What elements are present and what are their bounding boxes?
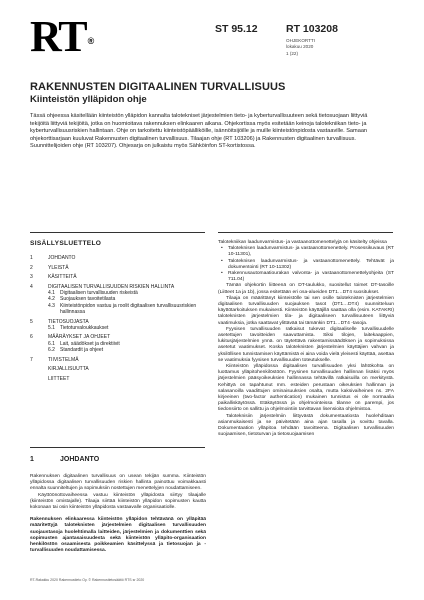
right-column — [218, 240, 394, 439]
card-date: lokakuu 2020 — [286, 44, 314, 50]
toc-item-number: 5.1 — [48, 324, 55, 331]
toc-subitem — [30, 347, 210, 353]
toc-item-number: 4.1 — [48, 290, 55, 297]
toc-item-label: Kiinteistönpidon vastuu ja roolit digitaalisen turvallisuusriskien hallinnassa — [60, 302, 197, 315]
body-paragraph: Tämän ohjekortin liitteenä on DT-taulukko, suositellut toimet DT-tasoille (Liitteet 1a ja 1b), jossa esitettään eri osa-alueiden DT1…DT4 suositukset. — [218, 283, 394, 295]
toc-item — [30, 376, 210, 382]
section-number: 1 — [30, 456, 34, 463]
toc-item-label: LIITTEET — [48, 375, 70, 382]
toc-item-number: 7 — [30, 356, 33, 363]
toc-subitem — [30, 303, 210, 316]
toc-item-label: Digitaalisen turvallisuuden riskeistä — [60, 290, 138, 297]
section-rule — [30, 447, 205, 448]
section-paragraph: Käyttöönottovaiheessa vastuu kiinteistön ylläpidosta siirtyy tilaajalle (kiinteistön omistajalle). Tilaaja siirtää kiinteistön ylläpidon sopimusten kautta kokonaan tai osin kiinteistön ylläpidosta vastaavalle organisaatiolle. — [30, 492, 206, 511]
toc-item-number: 4.3 — [48, 302, 55, 309]
section-highlight-paragraph: Rakennuksen elinkaaressa kiinteistön ylläpidon tehtävänä on ylläpitää määritettyjä taloteknisten järjestelmien digitaalisen turvallisuuden suojaustasoja huolehtimalla laitteiden, järjestelmien ja dokumenttien sekä sopimusten ajantasaisuudesta sekä kiinteistön ylläpito-organisaation henkilöstön osaamisesta poikkeamien käsittelyssä ja tietosuojan ja -turvallisuuden noudattamisessa. — [30, 517, 206, 554]
toc-item-number: 4.2 — [48, 296, 55, 303]
right-top-rule — [218, 232, 393, 233]
toc-item-number: 2 — [30, 264, 33, 271]
table-of-contents — [30, 255, 210, 382]
toc-item — [30, 265, 210, 271]
toc-item-label: TIETOSUOJASTA — [48, 318, 89, 325]
toc-item-number: 6.1 — [48, 340, 55, 347]
list-item: • Taloteknisen laadunvarmistus- ja vastaanottomenettely. Tehtävät ja dokumentointi (RT 10-11302) — [224, 259, 394, 271]
toc-item-number: 4 — [30, 283, 33, 290]
toc-item-label: TIIVISTELMÄ — [48, 356, 79, 363]
list-item: • Rakennusautomaatiourakan valvonta- ja vastaanottomenettelyohjeita (ST 711.04) — [224, 271, 394, 283]
toc-item — [30, 255, 210, 261]
document-subtitle: Kiinteistön ylläpidon ohje — [30, 94, 147, 105]
reference-list — [218, 246, 394, 283]
document-title: RAKENNUSTEN DIGITAALINEN TURVALLISUUS — [30, 81, 286, 93]
toc-item-label: Tietoturvaloukkaukset — [60, 324, 109, 331]
section-paragraph: Rakennuksen digitaalinen turvallisuus on usean tekijän summa. Kiinteistön ylläpidossa digitaalisen turvallisuuden riskien hallinta painottuu voimakkaasti ennalta suunniteltujen ja sopimuksiin nostettujen menettelyjen noudattamiseen. — [30, 474, 206, 492]
toc-item-label: MÄÄRÄYKSET JA OHJEET — [48, 334, 111, 341]
intro-paragraph: Tässä ohjeessa käsitellään kiinteistön ylläpidon kannalta talotekniset järjestelmien tieto- ja kyberturvallisuuteen sekä tietosuojaan liittyviä tekijöitä liittyviä tekijöitä, jotka on huomioitava rakennuksen elinkaaren aikana. Ohjekortissa myös esitetään keinoja talotekniikan tieto- ja kyberturvallisuusriskien hallintaan. Ohje on tarkoitettu kiinteistöpäälliköille, isännöitsijöille ja muille kiinteistönpidosta vastaaville. Samaan ohjekorttisarjaan kuuluvat Rakennusten digitaalinen turvallisuus. Tilaajan ohje (RT 103206) ja Rakennusten digitaalinen turvallisuus. Suunnittelijoiden ohje (RT 103207). Ohjesarja on julkaistu myös Sähköinfon ST-kortistossa. — [30, 113, 368, 150]
toc-item-label: YLEISTÄ — [48, 264, 69, 271]
toc-item-number: 6.2 — [48, 347, 55, 354]
toc-item-label: Suojauksen tavoitetilasta — [60, 296, 116, 303]
list-item: • Taloteknisen laadunvarmistus- ja vastaanottomenettely. Prosessikuvaus (RT 10-11301), — [224, 246, 394, 258]
body-paragraph: Taloteknisiin järjestelmiin liittyvästä dokumentaatiosta huolehditaan asianmukaisesti ja se päivitetään aina ajan tasalla ja sovittu tavalla. Dokumentaation ylläpitoa tehdään tavoitteena. Digitaalisen turvallisuuden suojaamisen, tietoturvan ja tietosuojaamisen — [218, 413, 394, 438]
st-card-code: ST 95.12 — [215, 23, 258, 35]
rt-card-code: RT 103208 — [286, 23, 338, 35]
toc-item-number: 1 — [30, 255, 33, 261]
toc-item-label: KIRJALLISUUTTA — [48, 366, 89, 373]
toc-heading: SISÄLLYSLUETTELO — [30, 240, 102, 247]
toc-item-number: 6 — [30, 334, 33, 341]
card-page: 1 (22) — [286, 50, 299, 56]
section-title: JOHDANTO — [60, 456, 100, 463]
toc-item — [30, 357, 210, 363]
toc-item-number — [30, 376, 48, 382]
card-meta — [286, 38, 315, 57]
body-paragraph: Kiinteistön ylläpidossa digitaalisen turvallisuuden yksi lähtökohta on luottamus ylläpitohenkilöstöön. Fyysinen turvallisuuden hallinnan lisäksi myös järjestelmien pääsyoikeuksien hallinnassa tehtävillä ratkaisuilla on merkitystä. Kehittyä on tapahtunut mm. esteiden perustaan oikeuksien hallinnan ja salasanoilla vaadittujen ominaisuuksien osalta, mutta kaksivaiheinen ns. 2FA kirjeeinen (two-factor authentication) mukainen tunnistus ei ole normaalia paikalliskäytössä. Etäkäytössä ja ohjelmointeissa tilanne on parempi, jos tiedonsiirto on sallittu ja ohjelmointiin tarvittavan lisensioita ohjelmistoa. — [218, 364, 394, 413]
card-type: OHJEKORTTI — [286, 38, 316, 43]
body-paragraph: Tilaaja on määrittänyt kiinteistölle tai sen osille taloteknisten järjestelmien digitaalisen turvallisuuden suojauksen tasot (DT1…DT4) suunnitteluun käyttötarkoituksen mukaisesti. Kiinteistön käyttäjillä saattaa olla (esim. KATAKRI) taloteknisten järjestelmien tila- ja digitaaliseen turvallisuuteen liittyviä vaatimuksia, jotka saattavat ylittävää tai tämänkin DT1…DT4 -tasoja. — [218, 295, 394, 326]
rt-logo: RT ® — [30, 12, 95, 61]
toc-item-label: KÄSITTEITÄ — [48, 274, 77, 281]
footer-copyright: RT-Rakakku 2020 Rakennustieto Oy. © Rakennustietosäätiö RTS sr 2020 — [30, 578, 145, 582]
body-paragraph: Talotekniikan laadunvarmistus- ja vastaanottomenettelyjä on käsitelty ohjeissa — [218, 240, 387, 245]
toc-item — [30, 366, 210, 372]
toc-item-label: Lait, säädökset ja direktiivit — [60, 340, 120, 347]
toc-item-label: Standardit ja ohjeet — [60, 347, 104, 354]
toc-item-number: 3 — [30, 274, 33, 281]
toc-item-number: 5 — [30, 318, 33, 325]
section-body — [30, 474, 206, 554]
toc-item-label: JOHDANTO — [48, 255, 76, 261]
toc-subitem — [30, 325, 210, 331]
toc-top-rule — [30, 232, 205, 233]
toc-item — [30, 274, 210, 280]
toc-item-label: DIGITAALISEN TURVALLISUUDEN RISKIEN HALLINTA — [48, 283, 175, 290]
body-paragraph: Fyysisen turvallisuuden ratkaisut tukevat digitaaliselle turvallisuudelle asetettujen tavoitteiden saavuttamista. Siksi tilojen, laitekaappien, lukitusjärjestelmien ynnä. on täytettävä rakentamissäädöksen ja sopimuksissa asetetut vaatimukset. Koska taloteknisten järjestelmien käyttäjien vahvan ja yksilöllisen tunnistamisen käyttämistä ei aina voida vielä yleisesti käyttää, asettaa se vaatimuksia fyysisen turvallisuuden toteutukselle. — [218, 326, 394, 363]
toc-item-number — [30, 366, 48, 372]
